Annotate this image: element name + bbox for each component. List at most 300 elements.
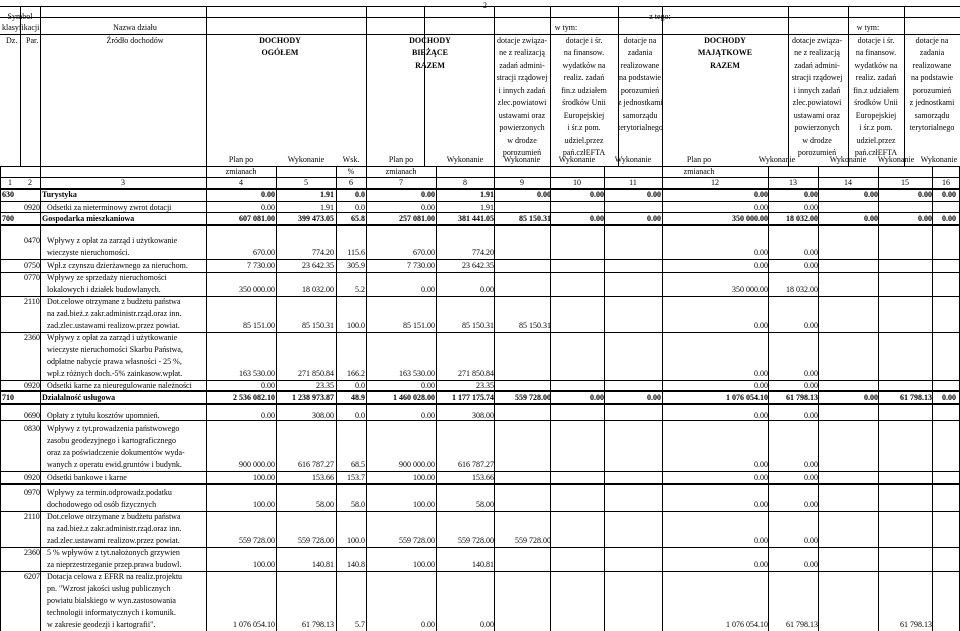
header-cell: zadań admini- (499, 61, 545, 70)
value-cell: 0.0 (355, 381, 365, 390)
paragraph-code: 0920 (24, 473, 40, 482)
header-cell: udziel.przez (564, 136, 604, 145)
value-cell: 85 151.00 (243, 321, 275, 330)
z-tego-label: z tego: (649, 12, 671, 21)
value-cell: 670.00 (253, 248, 275, 257)
value-cell: 0.00 (804, 321, 818, 330)
rule-line (0, 259, 960, 260)
value-cell: 7 730.00 (407, 261, 435, 270)
rule-line (0, 34, 960, 35)
paragraph-description: Wpływy z tyt.prowadzenia państwowego (47, 424, 180, 433)
header-cell: z jednostkami (909, 98, 955, 107)
column-rule (40, 6, 41, 166)
value-cell: 774.20 (312, 248, 334, 257)
value-cell: 0.00 (754, 536, 768, 545)
header-cell: porozumień (797, 148, 837, 157)
column-number: 8 (463, 178, 467, 187)
header-cell: zlec.powiatowi (497, 98, 547, 107)
value-cell: 61 798.13 (302, 620, 334, 629)
header-cell: zadań admini- (794, 61, 840, 70)
header-cell: ustawami oraz (793, 111, 841, 120)
value-cell: 0.0 (355, 190, 365, 199)
rule-line (0, 212, 960, 213)
value-cell: 18 032.00 (302, 285, 334, 294)
header-cell: ne z realizacją (499, 48, 545, 57)
value-cell: 308.00 (312, 411, 334, 420)
column-rule (40, 188, 41, 631)
header-cell: stracji rządowej (496, 73, 548, 82)
column-rule (818, 188, 819, 631)
value-cell: 350 000.00 (239, 285, 275, 294)
column-rule (0, 188, 1, 631)
wykonanie-label: Wykonanie (287, 155, 325, 164)
value-cell: 5.2 (355, 285, 365, 294)
value-cell: 0.00 (754, 411, 768, 420)
value-cell: 350 000.00 (732, 285, 768, 294)
column-number: 1 (8, 178, 12, 187)
value-cell: 0.00 (918, 214, 932, 223)
value-cell: 0.00 (754, 369, 768, 378)
value-cell: 153.7 (347, 473, 365, 482)
column-number: 7 (399, 178, 403, 187)
column-number: 11 (629, 178, 637, 187)
header-cell: i innych zadań (498, 86, 546, 95)
value-cell: 774.20 (472, 248, 494, 257)
header-cell: fin.z udziałem (561, 86, 607, 95)
paragraph-description: Wpływy z opłat za zarząd i użytkowanie (47, 236, 178, 245)
plan-po-zmianach-label: Plan po (686, 155, 712, 164)
value-cell: 0.00 (804, 411, 818, 420)
paragraph-code: 2360 (24, 333, 40, 342)
value-cell: 271 850.84 (458, 369, 494, 378)
value-cell: 0.00 (804, 248, 818, 257)
paragraph-description: na zad.bież.z zakr.administr.rząd.oraz inn. (47, 524, 182, 533)
value-cell: 0.00 (754, 381, 768, 390)
column-number: 4 (239, 178, 243, 187)
header-cell: porozumień (912, 86, 952, 95)
paragraph-description: wpł.z różnych doch.-5% zainkasow.wpłat. (47, 369, 183, 378)
column-number: 15 (901, 178, 909, 187)
value-cell: 1 460 028.00 (393, 393, 435, 402)
header-cell: dotacje na (915, 36, 949, 45)
value-cell: 0.0 (355, 203, 365, 212)
value-cell: 115.6 (347, 248, 365, 257)
value-cell: 0.00 (261, 411, 275, 420)
value-cell: 23.35 (476, 381, 494, 390)
column-number: 13 (789, 178, 797, 187)
column-number: 3 (121, 178, 125, 187)
w-tym-label: w tym: (856, 23, 880, 32)
paragraph-name: Odsetki za nieterminowy zwrot dotacji (47, 203, 172, 212)
header-cell: i innych zadań (793, 86, 841, 95)
value-cell: 85 150.31 (302, 321, 334, 330)
header-cell: na finansow. (855, 48, 897, 57)
paragraph-description: lokalowych i działek budowlanych. (47, 285, 161, 294)
value-cell: 0.00 (754, 560, 768, 569)
header-cell: zlec.powiatowi (792, 98, 842, 107)
value-cell: 23 642.35 (302, 261, 334, 270)
rule-line (0, 391, 960, 392)
paragraph-description: powiatu bialskiego w wyn.zastosowania (47, 596, 176, 605)
value-cell: 559 728.00 (515, 393, 551, 402)
value-cell: 0.00 (647, 393, 661, 402)
wykonanie-label: Wykonanie (614, 155, 652, 164)
value-cell: 0.00 (804, 369, 818, 378)
value-cell: 0.00 (942, 190, 956, 199)
column-number: 16 (942, 178, 950, 187)
dochody-majatkowe-label: RAZEM (710, 61, 740, 70)
value-cell: 0.00 (804, 536, 818, 545)
paragraph-description: Wpływy z opłat za zarząd i użytkowanie (47, 333, 178, 342)
w-tym-label: w tym: (554, 23, 578, 32)
header-cell: porozumień (620, 86, 660, 95)
value-cell: 1 076 054.10 (726, 393, 768, 402)
value-cell: 100.00 (413, 500, 435, 509)
rule-line (0, 390, 960, 391)
value-cell: 0.00 (804, 190, 818, 199)
wykonanie-label: Wykonanie (758, 155, 796, 164)
value-cell: 616 787.27 (458, 460, 494, 469)
value-cell: 100.00 (253, 560, 275, 569)
header-cell: realizowane (620, 61, 660, 70)
value-cell: 381 441.05 (458, 214, 494, 223)
value-cell: 100.00 (413, 560, 435, 569)
paragraph-code: 0970 (24, 488, 40, 497)
value-cell: 0.00 (421, 190, 435, 199)
column-number: 2 (28, 178, 32, 187)
header-cell: samorządu (622, 111, 658, 120)
value-cell: 559 728.00 (458, 536, 494, 545)
value-cell: 163 530.00 (399, 369, 435, 378)
value-cell: 100.0 (347, 321, 365, 330)
paragraph-description: Dot.celowe otrzymane z budżetu państwa (47, 297, 181, 306)
value-cell: 0.00 (804, 473, 818, 482)
value-cell: 85 150.31 (519, 321, 551, 330)
column-number: 14 (844, 178, 852, 187)
value-cell: 0.00 (942, 393, 956, 402)
header-cell: na podstawie (619, 73, 661, 82)
value-cell: 140.81 (312, 560, 334, 569)
wykonanie-label: Wykonanie (920, 155, 958, 164)
rule-line (0, 471, 960, 472)
value-cell: 61 798.13 (900, 620, 932, 629)
dzial-code: 710 (2, 393, 14, 402)
header-cell: Europejskiej (563, 111, 605, 120)
symbol-label: Symbol (7, 12, 33, 21)
value-cell: 0.00 (864, 190, 878, 199)
paragraph-description: Odsetki bankowe i karne (47, 473, 127, 482)
column-number: 10 (573, 178, 581, 187)
value-cell: 1 076 054.10 (726, 620, 768, 629)
value-cell: 163 530.00 (239, 369, 275, 378)
header-cell: wydatków na (562, 61, 606, 70)
dochody-ogolem-label: DOCHODY (259, 36, 301, 45)
value-cell: 58.00 (316, 500, 334, 509)
header-cell: powierzonych (499, 123, 545, 132)
zrodlo-dochodow-label: Źródło dochodów (106, 36, 164, 45)
value-cell: 0.00 (754, 500, 768, 509)
value-cell: 0.00 (421, 203, 435, 212)
value-cell: 1.91 (480, 203, 494, 212)
value-cell: 0.00 (864, 393, 878, 402)
paragraph-code: 0920 (24, 381, 40, 390)
page-number: 2 (483, 1, 487, 10)
value-cell: 0.00 (421, 381, 435, 390)
column-rule (550, 188, 551, 631)
paragraph-description: pn. "Wzrost jakości usług publicznych (47, 584, 171, 593)
header-cell: dotacje związa- (792, 36, 842, 45)
dzial-name: Działalność usługowa (42, 393, 116, 402)
klasyfikacji-label: klasyfikacji (2, 23, 40, 32)
value-cell: 0.00 (754, 248, 768, 257)
value-cell: 0.00 (421, 411, 435, 420)
column-rule (366, 6, 367, 166)
header-cell: zadania (919, 48, 945, 57)
dochody-majatkowe-label: DOCHODY (704, 36, 746, 45)
header-cell: zadania (627, 48, 653, 57)
header-cell: pań.człEFTA (562, 148, 606, 157)
paragraph-code: 2110 (24, 512, 40, 521)
value-cell: 58.00 (476, 500, 494, 509)
value-cell: 559 728.00 (239, 536, 275, 545)
value-cell: 5.7 (355, 620, 365, 629)
paragraph-code: 0920 (24, 203, 40, 212)
value-cell: 0.00 (754, 261, 768, 270)
value-cell: 85 150.31 (519, 214, 551, 223)
value-cell: 0.0 (355, 411, 365, 420)
value-cell: 140.8 (347, 560, 365, 569)
dochody-biezace-label: RAZEM (415, 61, 445, 70)
rule-line (0, 17, 960, 18)
value-cell: 100.0 (347, 536, 365, 545)
column-rule (878, 188, 879, 631)
paragraph-code: 0470 (24, 236, 40, 245)
dzial-name: Turystyka (42, 190, 77, 199)
value-cell: 100.00 (253, 500, 275, 509)
column-rule (206, 188, 207, 631)
value-cell: 350 000.00 (732, 214, 768, 223)
column-number: 9 (520, 178, 524, 187)
par-label: Par. (26, 36, 39, 45)
header-cell: środków Unii (562, 98, 606, 107)
value-cell: 607 081.00 (239, 214, 275, 223)
paragraph-description: odpłatne nabycie prawa własności - 25 %, (47, 357, 182, 366)
value-cell: 58.0 (351, 500, 365, 509)
header-cell: dotacje i śr. (857, 36, 895, 45)
value-cell: 0.00 (864, 214, 878, 223)
value-cell: 0.00 (754, 473, 768, 482)
value-cell: 0.00 (754, 321, 768, 330)
paragraph-description: Dotacja celowa z EFRR na realiz.projektu (47, 572, 183, 581)
percent-label: % (347, 167, 355, 176)
header-cell: ne z realizacją (794, 48, 840, 57)
paragraph-description: wanych z operatu ewid.gruntów i budynk. (47, 460, 182, 469)
value-cell: 0.00 (421, 620, 435, 629)
wykonanie-label: Wykonanie (877, 155, 915, 164)
header-cell: w drodze (802, 136, 832, 145)
wykonanie-label: Wykonanie (503, 155, 541, 164)
paragraph-description: zad.zlec.ustawami realizow.przez powiat. (47, 536, 180, 545)
value-cell: 0.00 (804, 381, 818, 390)
wykonanie-label: Wykonanie (829, 155, 867, 164)
wykonanie-label: Wykonanie (558, 155, 596, 164)
value-cell: 559 728.00 (298, 536, 334, 545)
paragraph-description: za nieprzestrzeganie przep.prawa budowl. (47, 560, 182, 569)
header-cell: udziel.przez (856, 136, 896, 145)
value-cell: 0.00 (804, 261, 818, 270)
value-cell: 0.00 (647, 214, 661, 223)
value-cell: 559 728.00 (515, 536, 551, 545)
dochody-majatkowe-label: MAJĄTKOWE (697, 48, 753, 57)
column-rule (604, 188, 605, 631)
paragraph-description: Odsetki karne za nieuregulowanie należności (47, 381, 192, 390)
value-cell: 100.00 (253, 473, 275, 482)
paragraph-description: Wpływy ze sprzedaży nieruchomości (47, 273, 167, 282)
value-cell: 0.00 (804, 460, 818, 469)
value-cell: 616 787.27 (298, 460, 334, 469)
paragraph-description: zad.zlec.ustawami realizow.przez powiat. (47, 321, 180, 330)
paragraph-description: wieczyste nieruchomości. (47, 248, 130, 257)
value-cell: 85 150.31 (462, 321, 494, 330)
value-cell: 23 642.35 (462, 261, 494, 270)
value-cell: 1.91 (480, 190, 494, 199)
rule-line (0, 420, 960, 421)
header-cell: z jednostkami (618, 98, 663, 107)
plan-po-zmianach-label: Plan po (228, 155, 254, 164)
rule-line (0, 166, 960, 167)
dzial-name: Gospodarka mieszkaniowa (42, 214, 135, 223)
value-cell: 0.00 (804, 500, 818, 509)
value-cell: 166.2 (347, 369, 365, 378)
value-cell: 308.00 (472, 411, 494, 420)
header-cell: środków Unii (854, 98, 898, 107)
rule-line (0, 483, 960, 484)
dochody-ogolem-label: OGÓŁEM (261, 48, 299, 57)
paragraph-description: Dot.celowe otrzymane z budżetu państwa (47, 512, 181, 521)
value-cell: 153.66 (312, 473, 334, 482)
value-cell: 48.9 (351, 393, 365, 402)
column-rule (424, 6, 425, 166)
value-cell: 0.00 (647, 190, 661, 199)
value-cell: 18 032.00 (786, 285, 818, 294)
paragraph-description: dochodowego od osób fizycznych (47, 500, 157, 509)
header-cell: i śr.z pom. (567, 123, 601, 132)
wykonanie-label: Wykonanie (446, 155, 484, 164)
paragraph-description: oraz za poświadczenie dokumentów wyda- (47, 448, 185, 457)
column-rule (662, 6, 663, 166)
dochody-biezace-label: DOCHODY (409, 36, 451, 45)
paragraph-description: Wpływy za termin.odprowadz.podatku (47, 488, 172, 497)
value-cell: 0.00 (804, 560, 818, 569)
rule-line (0, 224, 960, 226)
value-cell: 68.5 (351, 460, 365, 469)
header-cell: w drodze (507, 136, 537, 145)
plan-po-zmianach-label: Plan po (388, 155, 414, 164)
header-cell: i śr.z pom. (859, 123, 893, 132)
nazwa-dzialu-label: Nazwa działu (113, 23, 157, 32)
value-cell: 0.00 (537, 190, 551, 199)
header-cell: terytorialnego (909, 123, 955, 132)
header-cell: ustawami oraz (498, 111, 546, 120)
paragraph-code: 0690 (24, 411, 40, 420)
column-rule (494, 188, 495, 631)
value-cell: 0.00 (804, 203, 818, 212)
value-cell: 900 000.00 (239, 460, 275, 469)
header-cell: dotacje i śr. (565, 36, 603, 45)
header-cell: na podstawie (911, 73, 953, 82)
value-cell: 0.00 (261, 203, 275, 212)
dzial-code: 630 (2, 190, 14, 199)
value-cell: 1 238 973.87 (292, 393, 334, 402)
value-cell: 271 850.84 (298, 369, 334, 378)
zmianach-label: zmianach (385, 167, 417, 176)
dzial-code: 700 (2, 214, 14, 223)
value-cell: 61 798.13 (786, 393, 818, 402)
column-number: 5 (304, 178, 308, 187)
value-cell: 305.9 (347, 261, 365, 270)
paragraph-code: 0750 (24, 261, 40, 270)
dz-label: Dz. (6, 36, 18, 45)
paragraph-code: 0830 (24, 424, 40, 433)
header-cell: Europejskiej (855, 111, 897, 120)
value-cell: 61 798.13 (900, 393, 932, 402)
value-cell: 100.00 (413, 473, 435, 482)
value-cell: 18 032.00 (786, 214, 818, 223)
paragraph-description: 5 % wpływów z tyt.nałożonych grzywien (47, 548, 180, 557)
value-cell: 1.91 (320, 190, 334, 199)
column-number: 12 (711, 178, 719, 187)
paragraph-description: na zad.bież.z zakr.administr.rząd.oraz inn. (47, 309, 182, 318)
header-cell: samorządu (914, 111, 950, 120)
column-rule (768, 188, 769, 631)
header-cell: powierzonych (794, 123, 840, 132)
value-cell: 670.00 (413, 248, 435, 257)
rule-line (0, 403, 960, 405)
header-cell: dotacje na (623, 36, 657, 45)
value-cell: 65.8 (351, 214, 365, 223)
column-rule (932, 188, 933, 631)
value-cell: 61 798.13 (786, 620, 818, 629)
header-cell: na finansow. (563, 48, 605, 57)
header-cell: dotacje związa- (497, 36, 547, 45)
value-cell: 7 730.00 (247, 261, 275, 270)
value-cell: 153.66 (472, 473, 494, 482)
rule-line (0, 484, 960, 485)
value-cell: 2 536 082.10 (233, 393, 275, 402)
paragraph-code: 6207 (24, 572, 40, 581)
paragraph-description: Opłaty z tytułu kosztów upomnień. (47, 411, 160, 420)
column-number: 6 (349, 178, 353, 187)
header-cell: realizowane (912, 61, 952, 70)
value-cell: 85 151.00 (403, 321, 435, 330)
value-cell: 0.00 (421, 285, 435, 294)
paragraph-description: wieczyste nieruchomości Skarbu Państwa, (47, 345, 183, 354)
value-cell: 0.00 (918, 190, 932, 199)
paragraph-code: 2110 (24, 297, 40, 306)
value-cell: 1.91 (320, 203, 334, 212)
rule-line (0, 201, 960, 202)
paragraph-description: w zakresie geodezji i kartografii". (47, 620, 156, 629)
value-cell: 1 177 175.74 (452, 393, 494, 402)
paragraph-code: 0770 (24, 273, 40, 282)
dochody-biezace-label: BIEŻĄCE (411, 48, 448, 57)
value-cell: 0.00 (590, 393, 604, 402)
paragraph-description: technologii informatycznych i komunik. (47, 608, 176, 617)
value-cell: 0.00 (754, 190, 768, 199)
header-cell: pań.człEFTA (854, 148, 898, 157)
value-cell: 0.00 (754, 460, 768, 469)
header-cell: fin.z udziałem (853, 86, 899, 95)
